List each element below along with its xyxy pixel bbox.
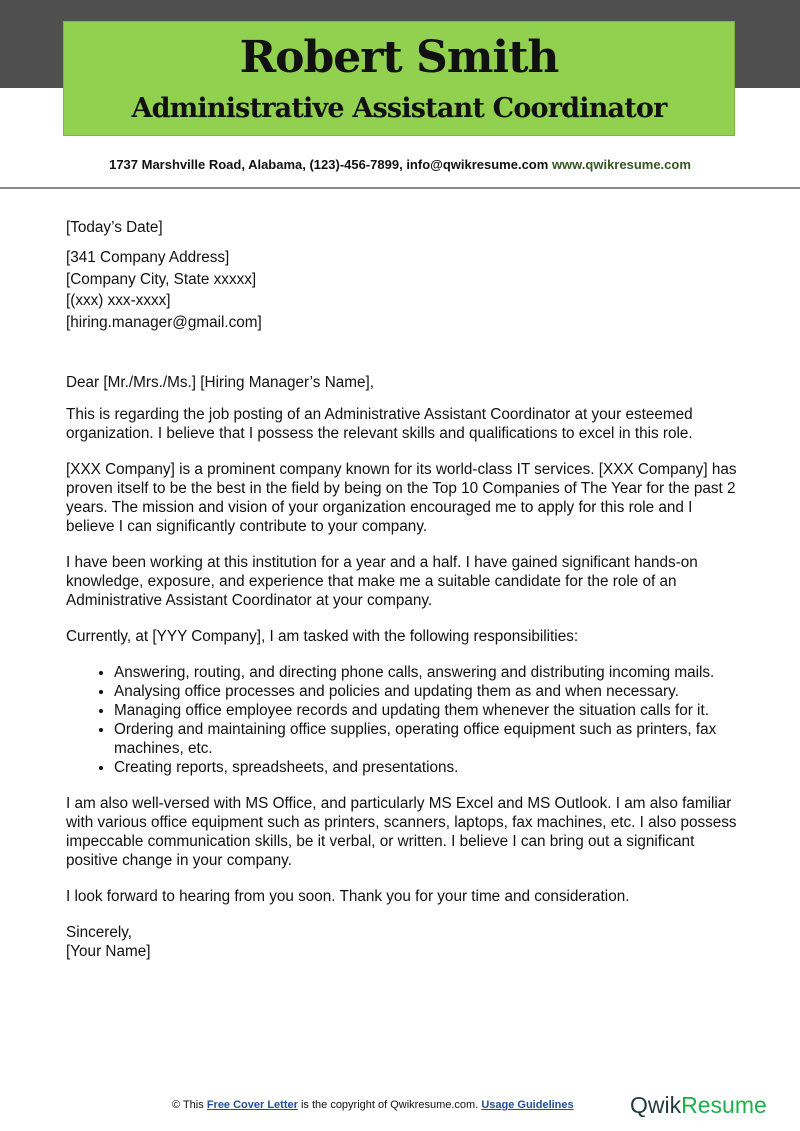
paragraph: Currently, at [YYY Company], I am tasked with the following responsibilities: [66,628,579,645]
footer-text: © This [172,1099,204,1111]
list-item: • Analysing office processes and policies and updating them as and when necessary. [114,682,742,701]
paragraph: I look forward to hearing from you soon. Thank you for your time and consideration. [66,888,630,905]
paragraph: I have been working at this institution for a year and a half. I have gained significant hands-on knowledge, exposure, and experience that make me a suitable candidate for the role of an Administrative Assistant Coordinator at your company. [66,554,698,609]
list-item: • Ordering and maintaining office supplies, operating office equipment such as printers, fax machines, etc. [114,720,742,758]
header-box [63,21,735,136]
signature: [Your Name] [66,943,151,960]
divider [0,187,800,189]
paragraph: [XXX Company] is a prominent company known for its world-class IT services. [XXX Company] has proven itself to be the best in the field by being on the Top 10 Companies of The Year for the past 2 years. The mission and vision of your organization encouraged me to apply for this role and I believe I can significantly contribute to your company. [66,461,737,535]
qwikresume-logo [630,1092,767,1119]
candidate-name: Robert Smith [239,32,559,83]
list-item: • Creating reports, spreadsheets, and presentations. [114,758,742,777]
contact-line [0,157,800,172]
website-link[interactable]: www.qwikresume.com [551,157,691,172]
date: [Today’s Date] [66,219,163,236]
contact-details: 1737 Marshville Road, Alabama, (123)-456-7899, info@qwikresume.com [109,157,549,172]
paragraph: I am also well-versed with MS Office, and particularly MS Excel and MS Outlook. I am also familiar with various office equipment such as printers, scanners, laptops, fax machines, etc. I also possess impeccable communication skills, be it verbal, or written. I believe I can bring out a significant positive change in your company. [66,795,737,869]
address-line: [Company City, State xxxxx] [66,270,257,288]
candidate-title: Administrative Assistant Coordinator [131,93,667,124]
signoff: Sincerely, [66,924,133,941]
logo-part: Resume [681,1092,767,1118]
footer-copyright [172,1099,574,1111]
letter-body [66,218,742,961]
paragraph: This is regarding the job posting of an Administrative Assistant Coordinator at your esteemed organization. I believe that I possess the relevant skills and qualifications to excel in this role. [66,406,693,442]
salutation: Dear [Mr./Mrs./Ms.] [Hiring Manager’s Name], [66,374,374,391]
address-line: [hiring.manager@gmail.com] [66,313,262,331]
list-item: • Answering, routing, and directing phone calls, answering and distributing incoming mails. [114,663,742,682]
free-cover-letter-link[interactable]: Free Cover Letter [206,1099,298,1111]
recipient-address [66,247,742,333]
list-item: • Managing office employee records and updating them whenever the situation calls for it. [114,701,742,720]
footer-text: is the copyright of Qwikresume.com. [300,1099,479,1111]
address-line: [341 Company Address] [66,249,230,266]
logo-part: Qwik [630,1092,682,1118]
responsibilities-list [66,663,742,777]
usage-guidelines-link[interactable]: Usage Guidelines [481,1099,574,1111]
address-line: [(xxx) xxx-xxxx] [66,292,171,309]
